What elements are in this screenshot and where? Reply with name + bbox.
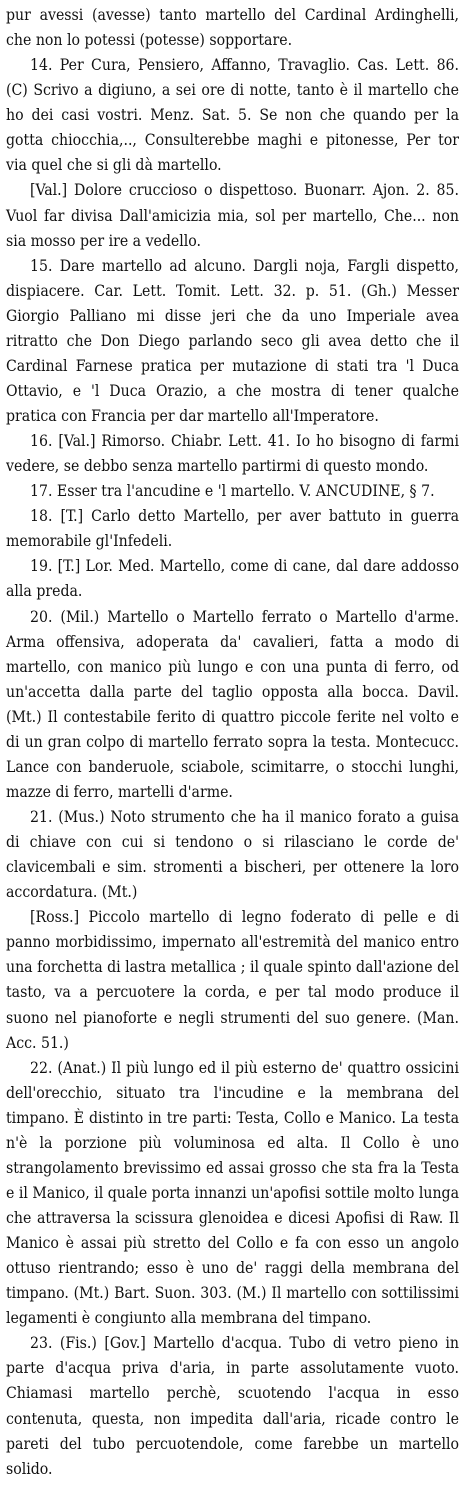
entry-text: 20. (Mil.) Martello o Martello ferrato o Martello d'arme. Arma offensiva, adoperata da' cavalieri, fatta a modo di martello, con manico più lungo e con una punta di ferro, od un'accetta dalla parte del taglio opposta alla bocca. Davil. (Mt.) Il contestabile ferito di quattro piccole ferite nel volto e di un gran colpo di martello ferrato sopra la testa. Montecucc. Lance con banderuole, sciabole, scimitarre, o stocchi lunghi, mazze di ferro, martelli d'arme. [6, 606, 464, 801]
entry-19 [6, 553, 464, 603]
entry-val-buonarr [6, 177, 464, 252]
entry-18 [6, 503, 464, 553]
entry-ross [6, 904, 464, 1054]
entry-15 [6, 253, 464, 428]
entry-text: 17. Esser tra l'ancudine e 'l martello. V. ANCUDINE, § 7. [30, 481, 435, 501]
entry-text: 14. Per Cura, Pensiero, Affanno, Travaglio. Cas. Lett. 86. (C) Scrivo a digiuno, a sei ore di notte, tanto è il martello che ho dei casi vostri. Menz. Sat. 5. Se non che quando per la gotta chiocchia,.., Consulterebbe maghi e pitonesse, Per tor via quel che si gli dà martello. [6, 55, 464, 175]
entry-text: 16. [Val.] Rimorso. Chiabr. Lett. 41. Io ho bisogno di farmi vedere, se debbo senza martello partirmi di questo mondo. [6, 431, 464, 476]
entry-21 [6, 804, 464, 904]
entry-22 [6, 1055, 464, 1331]
entry-text: pur avessi (avesse) tanto martello del Cardinal Ardinghelli, che non lo potessi (potesse) sopportare. [6, 5, 464, 50]
entry-text: 23. (Fis.) [Gov.] Martello d'acqua. Tubo di vetro pieno in parte d'acqua priva d'aria, in parte assolutamente vuoto. Chiamasi martello perchè, scuotendo l'acqua in esso contenuta, questa, non impedita dall'aria, ricade contro le pareti del tubo percuotendole, come farebbe un martello solido. [6, 1333, 464, 1478]
entry-continuation [6, 2, 464, 52]
entry-text: 22. (Anat.) Il più lungo ed il più esterno de' quattro ossicini dell'orecchio, situato tra l'incudine e la membrana del timpano. È distinto in tre parti: Testa, Collo e Manico. La testa n'è la porzione più voluminosa ed alta. Il Collo è uno strangolamento brevissimo ed assai grosso che sta fra la Testa e il Manico, il quale porta innanzi un'apofisi sottile molto lunga che attraversa la scissura glenoidea e dicesi Apofisi di Raw. Il Manico è assai più stretto del Collo e fa con esso un angolo ottuso rientrando; esso è uno de' raggi della membrana del timpano. (Mt.) Bart. Suon. 303. (M.) Il martello con sottilissimi legamenti è congiunto alla membrana del timpano. [6, 1057, 464, 1328]
entry-text: [Ross.] Piccolo martello di legno foderato di pelle e di panno morbidissimo, impernato all'estremità del manico entro una forchetta di lastra metallica ; il quale spinto dall'azione del tasto, va a percuotere la corda, e per tal modo produce il suono nel pianoforte e negli strumenti del suo genere. (Man. Acc. 51.) [6, 907, 464, 1052]
entry-text: 15. Dare martello ad alcuno. Dargli noja, Fargli dispetto, dispiacere. Car. Lett. Tomit. Lett. 32. p. 51. (Gh.) Messer Giorgio Palliano mi disse jeri che da uno Imperiale avea ritratto che Don Diego parlando seco gli avea detto che il Cardinal Farnese pratica per mutazione di stati tra 'l Duca Ottavio, e 'l Duca Orazio, a che mostra di tener qualche pratica con Francia per dar martello all'Imperatore. [6, 255, 464, 425]
entry-17 [6, 478, 459, 503]
entry-14 [6, 52, 464, 177]
entry-20 [6, 604, 464, 805]
entry-text: 18. [T.] Carlo detto Martello, per aver battuto in guerra memorabile gl'Infedeli. [6, 506, 464, 551]
entry-text: 19. [T.] Lor. Med. Martello, come di cane, dal dare addosso alla preda. [6, 556, 464, 601]
entry-16 [6, 428, 464, 478]
entry-text: 21. (Mus.) Noto strumento che ha il manico forato a guisa di chiave con cui si tendono o si rilasciano le corde de' clavicembali e sim. stromenti a bischeri, per ottenere la loro accordatura. (Mt.) [6, 807, 464, 902]
entry-text: [Val.] Dolore cruccioso o dispettoso. Buonarr. Ajon. 2. 85. Vuol far divisa Dall'amicizia mia, sol per martello, Che... non sia mosso per ire a vedello. [6, 180, 464, 250]
entry-23 [6, 1330, 464, 1480]
